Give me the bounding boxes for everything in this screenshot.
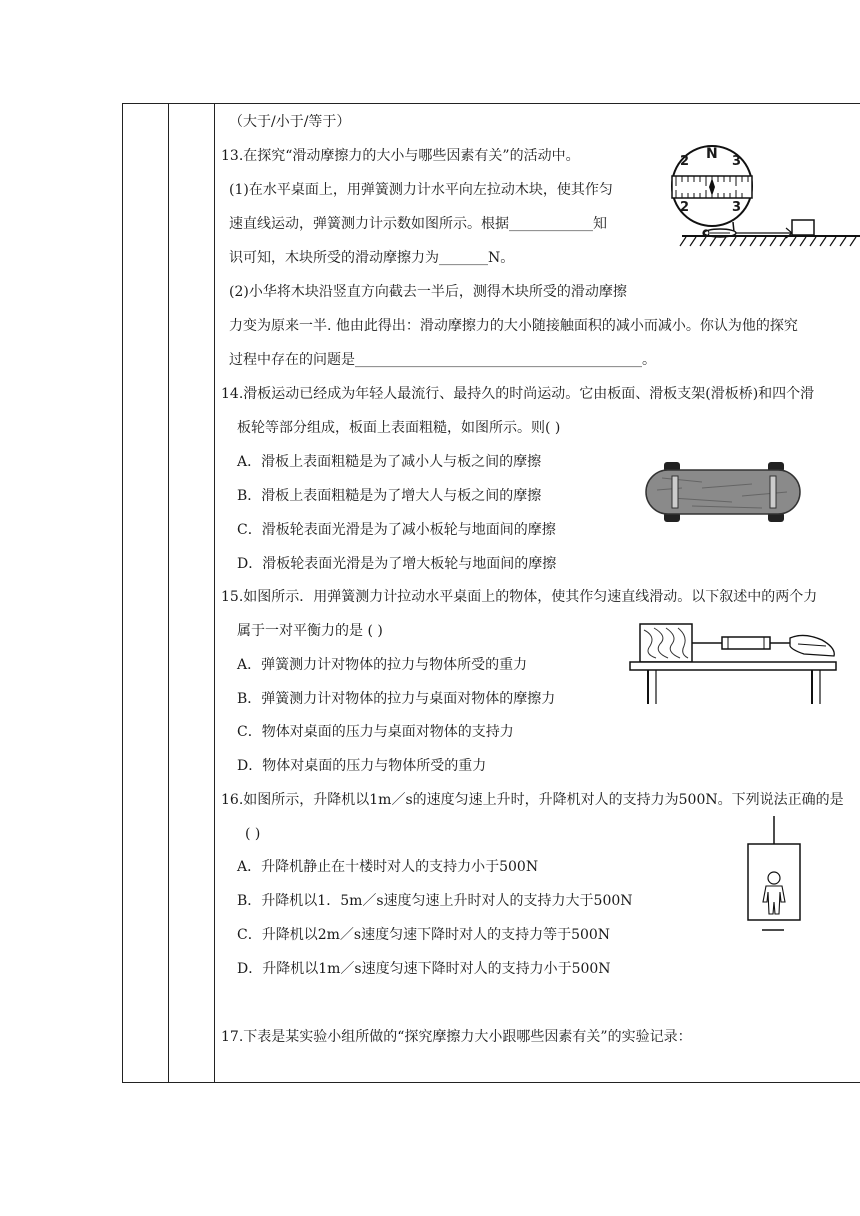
q15-option-b: B．弹簧测力计对物体的拉力与桌面对物体的摩擦力: [237, 691, 556, 707]
q13-part2-line3: 过程中存在的问题是_________________________________________。: [229, 352, 656, 368]
column-divider: [168, 104, 169, 1082]
q13-part2-line2: 力变为原来一半. 他由此得出：滑动摩擦力的大小随接触面积的减小而减小。你认为他的探究: [229, 318, 798, 334]
q13-part1-line3: 识可知，木块所受的滑动摩擦力为_______N。: [229, 250, 515, 266]
q16-option-c: C．升降机以2m／s速度匀速下降时对人的支持力等于500N: [237, 927, 611, 943]
q16-option-d: D．升降机以1m／s速度匀速下降时对人的支持力小于500N: [237, 961, 611, 977]
q14-option-a: A．滑板上表面粗糙是为了减小人与板之间的摩擦: [237, 454, 542, 470]
q15-option-c: C．物体对桌面的压力与桌面对物体的支持力: [237, 724, 514, 740]
q13-part2-line1: (2)小华将木块沿竖直方向截去一半后，测得木块所受的滑动摩擦: [229, 284, 627, 300]
q16-option-a: A．升降机静止在十楼时对人的支持力小于500N: [237, 859, 539, 875]
skateboard-figure: [642, 458, 804, 526]
q14-option-d: D．滑板轮表面光滑是为了增大板轮与地面间的摩擦: [237, 556, 557, 572]
q15-stem-line2: 属于一对平衡力的是 ( ): [237, 623, 383, 639]
q13-stem: 13.在探究“滑动摩擦力的大小与哪些因素有关”的活动中。: [221, 148, 580, 164]
column-divider: [214, 104, 215, 1082]
q15-stem-line1: 15.如图所示．用弹簧测力计拉动水平桌面上的物体，使其作匀速直线滑动。以下叙述中的两个力: [221, 589, 818, 605]
dial-number: 2: [680, 200, 690, 215]
dial-number: 3: [732, 200, 742, 215]
q13-part1-line2: 速直线运动，弹簧测力计示数如图所示。根据____________知: [229, 216, 607, 232]
spring-scale-figure: [668, 142, 860, 254]
q16-stem-line1: 16.如图所示，升降机以1m／s的速度匀速上升时，升降机对人的支持力为500N。下列说法正确的是: [221, 792, 844, 808]
q17-stem: 17.下表是某实验小组所做的“探究摩擦力大小跟哪些因素有关”的实验记录：: [221, 1029, 692, 1045]
q15-option-d: D．物体对桌面的压力与物体所受的重力: [237, 758, 487, 774]
dial-number: 2: [680, 154, 690, 169]
dial-number: 3: [732, 154, 742, 169]
q14-option-b: B．滑板上表面粗糙是为了增大人与板之间的摩擦: [237, 488, 542, 504]
elevator-figure: [744, 814, 804, 934]
block-spring-figure: [626, 618, 840, 706]
q15-option-a: A．弹簧测力计对物体的拉力与物体所受的重力: [237, 657, 528, 673]
continuation-text: （大于/小于/等于）: [229, 114, 351, 130]
q14-option-c: C．滑板轮表面光滑是为了减小板轮与地面间的摩擦: [237, 522, 556, 538]
q14-stem-line2: 板轮等部分组成，板面上表面粗糙，如图所示。则( ): [237, 420, 561, 436]
q14-stem-line1: 14.滑板运动已经成为年轻人最流行、最持久的时尚运动。它由板面、滑板支架(滑板桥)和四个滑: [221, 386, 815, 402]
dial-letter-n: N: [706, 146, 718, 162]
q13-part1-line1: (1)在水平桌面上，用弹簧测力计水平向左拉动木块，使其作匀: [229, 182, 613, 198]
q16-stem-line2: ( ): [245, 826, 261, 842]
q16-option-b: B．升降机以1．5m／s速度匀速上升时对人的支持力大于500N: [237, 893, 633, 909]
